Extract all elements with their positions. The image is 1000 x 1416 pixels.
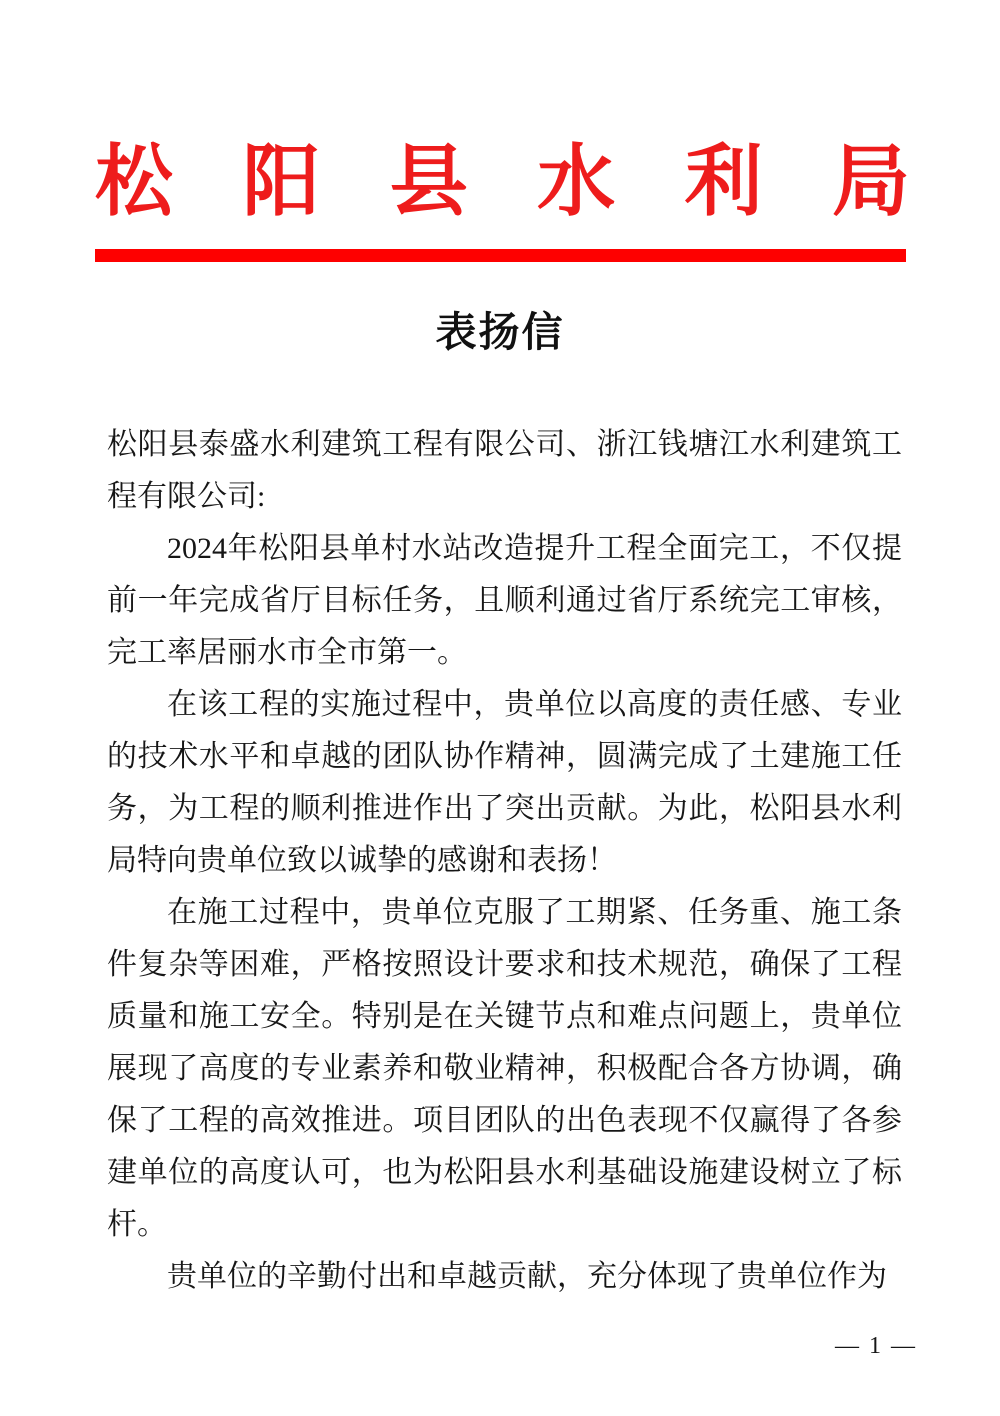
letterhead	[95, 136, 910, 228]
letter-title: 表扬信	[435, 309, 565, 355]
body-paragraph: 在施工过程中，贵单位克服了工期紧、任务重、施工条件复杂等困难，严格按照设计要求和技术规范，确保了工程质量和施工安全。特别是在关键节点和难点问题上，贵单位展现了高度的专业素养和敬业精神，积极配合各方协调，确保了工程的高效推进。项目团队的出色表现不仅赢得了各参建单位的高度认可，也为松阳县水利基础设施建设树立了标杆。	[107, 896, 902, 1241]
body-paragraph: 在该工程的实施过程中，贵单位以高度的责任感、专业的技术水平和卓越的团队协作精神，圆满完成了土建施工任务，为工程的顺利推进作出了突出贡献。为此，松阳县水利局特向贵单位致以诚挚的感谢和表扬！	[107, 688, 902, 877]
letterhead-char: 松	[95, 138, 174, 225]
letter-body	[107, 419, 902, 1303]
letterhead-char: 利	[684, 138, 763, 225]
page-number: — 1 —	[835, 1333, 917, 1359]
body-paragraph: 2024年松阳县单村水站改造提升工程全面完工，不仅提前一年完成省厅目标任务，且顺利通过省厅系统完工审核，完工率居丽水市全市第一。	[107, 532, 902, 669]
salutation: 松阳县泰盛水利建筑工程有限公司、浙江钱塘江水利建筑工程有限公司:	[107, 428, 902, 513]
body-paragraph: 贵单位的辛勤付出和卓越贡献，充分体现了贵单位作为	[167, 1260, 887, 1293]
letterhead-char: 阳	[242, 138, 321, 225]
letterhead-char: 水	[537, 138, 616, 225]
letterhead-divider	[95, 249, 906, 262]
letterhead-char: 局	[831, 138, 910, 225]
letterhead-char: 县	[389, 138, 468, 225]
